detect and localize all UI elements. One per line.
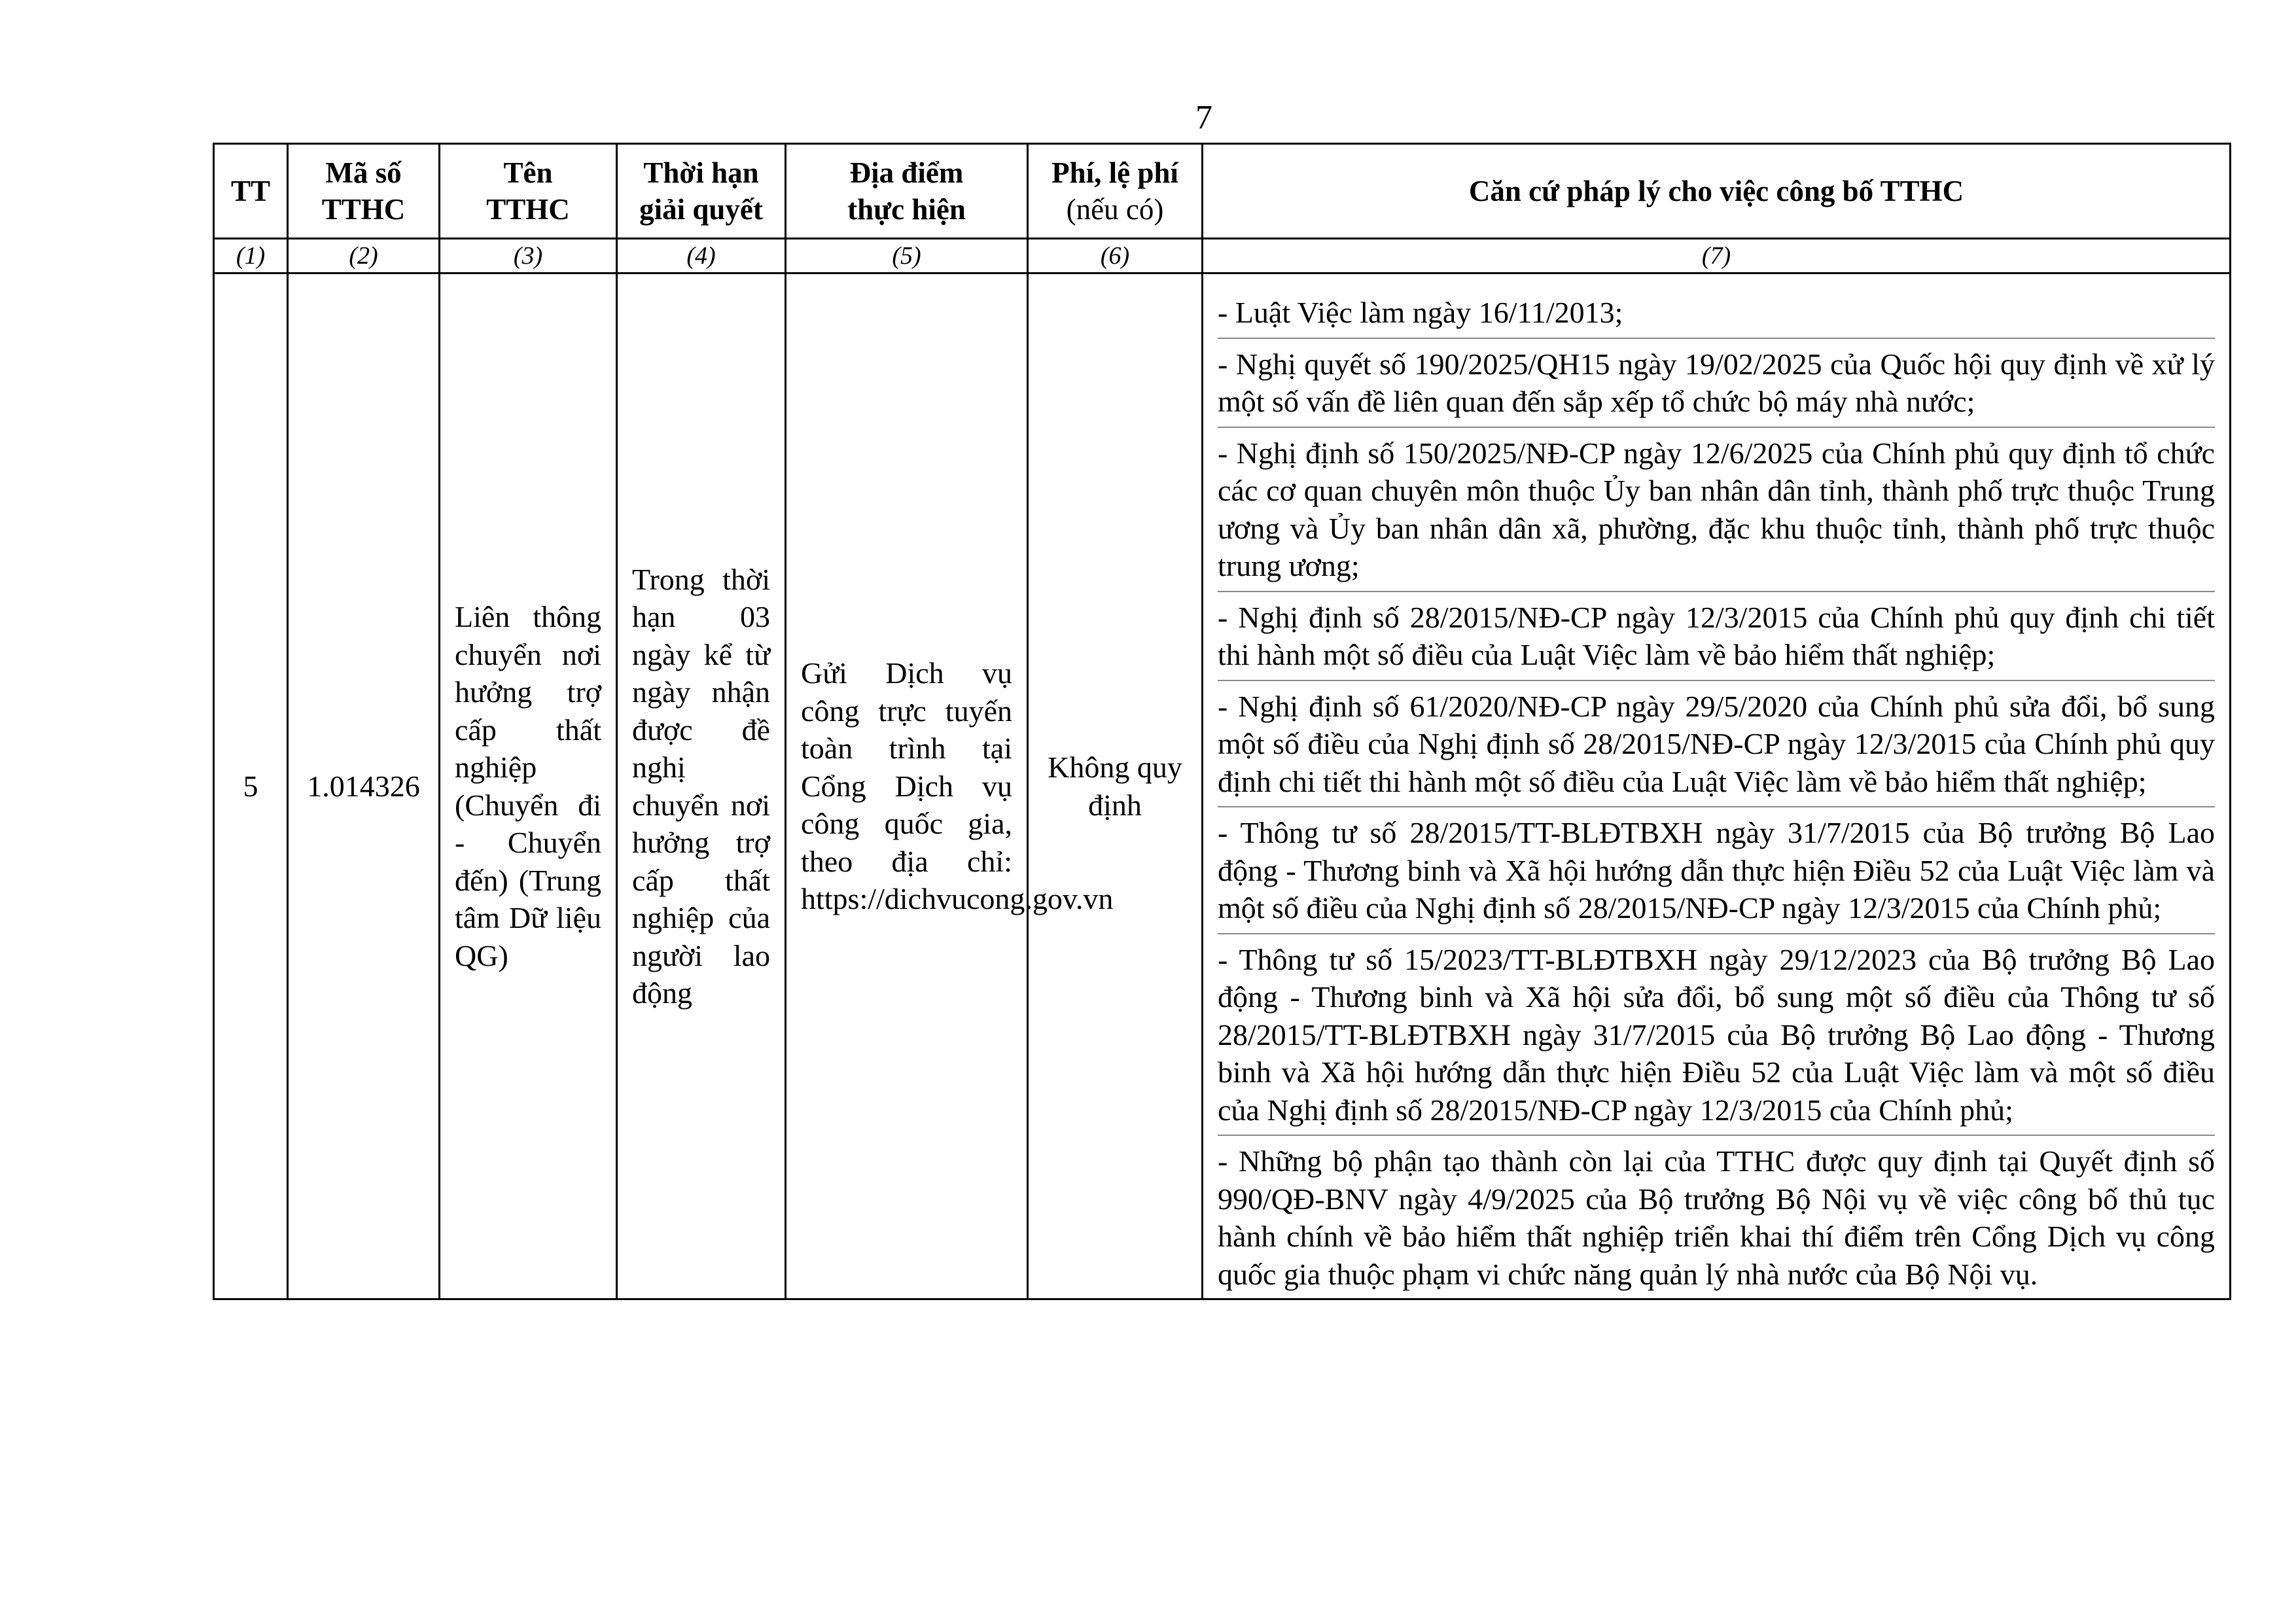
header-deadline: Thời hạn giải quyết — [617, 144, 786, 239]
header-tt: TT — [214, 144, 288, 239]
header-legal-basis: Căn cứ pháp lý cho việc công bố TTHC — [1203, 144, 2231, 239]
column-index: (2) — [288, 239, 440, 274]
row-code: 1.014326 — [288, 274, 440, 1299]
legal-basis-item: - Những bộ phận tạo thành còn lại của TTHC được quy định tại Quyết định số 990/QĐ-BNV ngày 4/9/2025 của Bộ trưởng Bộ Nội vụ về việc công bố thủ tục hành chính về bảo hiểm thất nghiệp triển khai thí điểm trên Cổng Dịch vụ công quốc gia thuộc phạm vi chức năng quản lý nhà nước của Bộ Nội vụ. — [1218, 1144, 2215, 1291]
row-location: Gửi Dịch vụ công trực tuyến toàn trình tại Cổng Dịch vụ công quốc gia, theo địa chỉ: https://dichvucong.gov.vn — [786, 274, 1028, 1299]
row-procedure-name: Liên thông chuyển nơi hưởng trợ cấp thất nghiệp (Chuyển đi - Chuyển đến) (Trung tâm Dữ liệu QG) — [440, 274, 617, 1299]
row-tt: 5 — [214, 274, 288, 1299]
legal-basis-item: - Nghị quyết số 190/2025/QH15 ngày 19/02/2025 của Quốc hội quy định về xử lý một số vấn đề liên quan đến sắp xếp tổ chức bộ máy nhà nước; — [1218, 339, 2215, 428]
header-fee: Phí, lệ phí (nếu có) — [1028, 144, 1203, 239]
column-index: (3) — [440, 239, 617, 274]
column-index: (4) — [617, 239, 786, 274]
legal-basis-item: - Nghị định số 150/2025/NĐ-CP ngày 12/6/2025 của Chính phủ quy định tổ chức các cơ quan chuyên môn thuộc Ủy ban nhân dân tỉnh, thành phố trực thuộc Trung ương và Ủy ban nhân dân xã, phường, đặc khu thuộc tỉnh, thành phố trực thuộc trung ương; — [1218, 428, 2215, 592]
procedure-table — [213, 143, 2231, 1300]
legal-basis-item: - Luật Việc làm ngày 16/11/2013; — [1218, 274, 2215, 339]
column-index-row — [214, 239, 2231, 274]
header-row — [214, 144, 2231, 239]
header-code: Mã số TTHC — [288, 144, 440, 239]
column-index: (6) — [1028, 239, 1203, 274]
legal-basis-item: - Nghị định số 28/2015/NĐ-CP ngày 12/3/2015 của Chính phủ quy định chi tiết thi hành một số điều của Luật Việc làm về bảo hiểm thất nghiệp; — [1218, 592, 2215, 681]
header-name: Tên TTHC — [440, 144, 617, 239]
row-legal-basis — [1203, 274, 2231, 1299]
column-index: (7) — [1203, 239, 2231, 274]
column-index: (5) — [786, 239, 1028, 274]
column-index: (1) — [214, 239, 288, 274]
table-row — [214, 274, 2231, 1299]
legal-basis-item: - Nghị định số 61/2020/NĐ-CP ngày 29/5/2020 của Chính phủ sửa đổi, bổ sung một số điều của Nghị định số 28/2015/NĐ-CP ngày 12/3/2015 của Chính phủ quy định chi tiết thi hành một số điều của Luật Việc làm về bảo hiểm thất nghiệp; — [1218, 681, 2215, 808]
legal-basis-item: - Thông tư số 15/2023/TT-BLĐTBXH ngày 29/12/2023 của Bộ trưởng Bộ Lao động - Thương binh và Xã hội sửa đổi, bổ sung một số điều của Thông tư số 28/2015/TT-BLĐTBXH ngày 31/7/2015 của Bộ trưởng Bộ Lao động - Thương binh và Xã hội hướng dẫn thực hiện Điều 52 của Luật Việc làm và một số điều của Nghị định số 28/2015/NĐ-CP ngày 12/3/2015 của Chính phủ; — [1218, 934, 2215, 1137]
row-deadline: Trong thời hạn 03 ngày kể từ ngày nhận được đề nghị chuyển nơi hưởng trợ cấp thất nghiệp của người lao động — [617, 274, 786, 1299]
legal-basis-item: - Thông tư số 28/2015/TT-BLĐTBXH ngày 31/7/2015 của Bộ trưởng Bộ Lao động - Thương binh và Xã hội hướng dẫn thực hiện Điều 52 của Luật Việc làm và một số điều của Nghị định số 28/2015/NĐ-CP ngày 12/3/2015 của Chính phủ; — [1218, 807, 2215, 934]
row-fee: Không quy định — [1028, 274, 1203, 1299]
header-location: Địa điểm thực hiện — [786, 144, 1028, 239]
page-number: 7 — [1195, 99, 1212, 136]
